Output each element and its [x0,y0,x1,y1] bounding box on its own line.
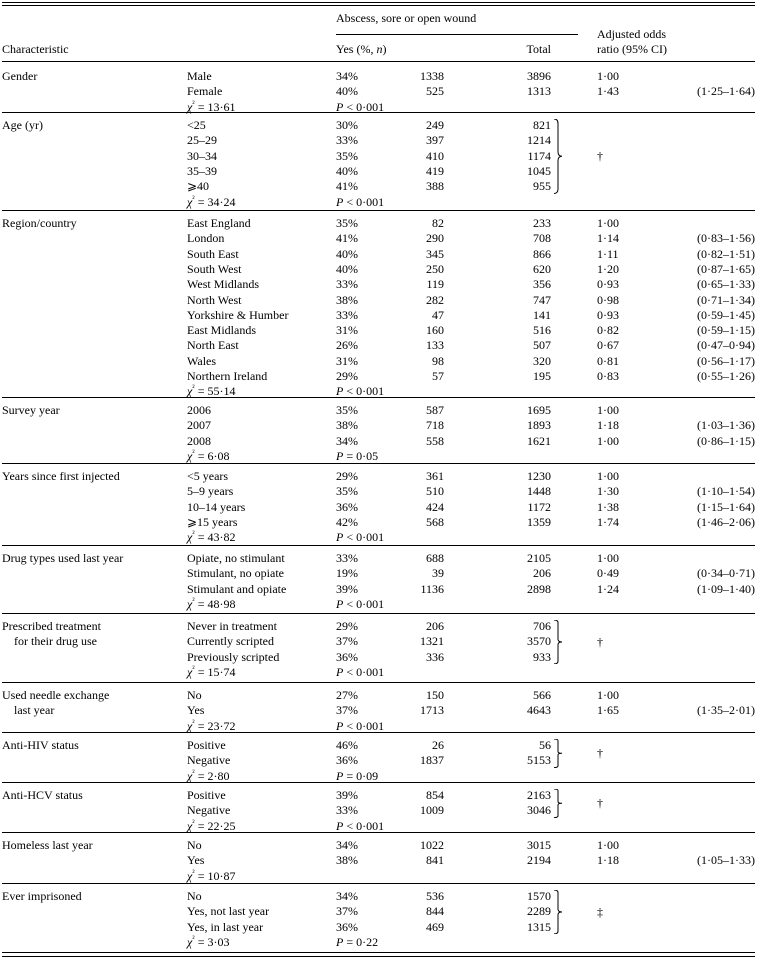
count-cell: 1338 [420,69,444,83]
percent-cell: 37% [336,634,358,649]
footnote-mark: † [597,746,603,761]
bottom-rule-inner [2,952,755,953]
ci-cell: (1·10–1·54) [697,484,755,499]
total-cell: 1570 [527,889,551,903]
group-brace [553,789,562,818]
ci-cell: (0·71–1·34) [697,292,755,307]
percent-cell: 29% [336,469,358,483]
characteristic-label: Ever imprisoned [2,889,82,903]
count-cell: 98 [432,353,444,368]
count-cell: 854 [426,788,444,802]
category-label: Yes [187,853,205,868]
total-cell: 3046 [527,803,551,818]
count-cell: 419 [426,163,444,178]
group-divider [2,613,755,614]
count-cell: 150 [426,688,444,702]
count-cell: 133 [426,338,444,353]
characteristic-label: Anti-HIV status [2,738,79,752]
category-label: Yorkshire & Humber [187,307,289,322]
total-cell: 56 [539,738,551,752]
category-label: West Midlands [187,277,260,292]
odds-ratio-cell: 1·00 [597,838,619,852]
count-cell: 1321 [420,634,444,649]
p-value: P = 0·09 [336,768,379,783]
odds-ratio-cell: 1·18 [597,853,619,868]
total-cell: 320 [533,353,551,368]
percent-cell: 19% [336,566,358,581]
count-cell: 568 [426,514,444,529]
total-cell: 3570 [527,634,551,649]
total-cell: 4643 [527,703,551,718]
category-label: <25 [187,118,206,132]
characteristic-label: Anti-HCV status [2,788,83,802]
odds-ratio-cell: 0·98 [597,292,619,307]
group-brace [553,890,562,934]
odds-ratio-cell: 0·93 [597,277,619,292]
count-cell: 844 [426,904,444,919]
odds-ratio-cell: 1·00 [597,216,619,230]
odds-ratio-cell: 1·00 [597,433,619,448]
ci-cell: (1·46–2·06) [697,514,755,529]
count-cell: 26 [432,738,444,752]
odds-ratio-cell: 0·93 [597,307,619,322]
characteristic-label: Homeless last year [2,838,93,852]
percent-cell: 31% [336,353,358,368]
count-cell: 1022 [420,838,444,852]
group-divider [2,463,755,464]
count-cell: 587 [426,403,444,417]
total-cell: 1359 [527,514,551,529]
characteristic-label: Years since first injected [2,469,120,483]
group-divider [2,210,755,211]
category-label: London [187,231,225,246]
category-label: Female [187,84,223,99]
percent-cell: 37% [336,904,358,919]
total-cell: 821 [533,118,551,132]
header-rule [2,61,755,62]
aor-header-line1: Adjusted odds [597,27,666,41]
percent-cell: 38% [336,418,358,433]
category-label: Northern Ireland [187,369,268,383]
chi-square-stat: $\chi^{^2} = 2\cdot 80$ [187,767,230,783]
odds-ratio-cell: 1·14 [597,231,619,246]
chi-square-stat: $\chi^{^2} = 10\cdot 87$ [187,867,236,883]
characteristic-label: for their drug use [14,634,97,649]
category-label: Positive [187,738,226,752]
category-label: 10–14 years [187,499,246,514]
total-cell: 1448 [527,484,551,499]
chi-square-stat: $\chi^{^2} = 15\cdot 74$ [187,663,236,679]
total-cell: 933 [533,649,551,664]
footnote-mark: ‡ [597,904,603,919]
count-cell: 361 [426,469,444,483]
odds-ratio-cell: 1·74 [597,514,619,529]
percent-cell: 40% [336,163,358,178]
group-divider [2,682,755,683]
percent-cell: 46% [336,738,358,752]
group-brace [553,620,562,664]
ci-cell: (1·15–1·64) [697,499,755,514]
ci-cell: (0·86–1·15) [697,433,755,448]
percent-cell: 34% [336,838,358,852]
footnote-mark: † [597,796,603,811]
count-cell: 282 [426,292,444,307]
chi-square-stat: $\chi^{^2} = 23\cdot 72$ [187,717,236,733]
count-cell: 688 [426,551,444,565]
count-cell: 345 [426,246,444,261]
p-value: P < 0·001 [336,664,385,679]
odds-ratio-cell: 1·20 [597,261,619,276]
characteristic-label: Gender [2,69,38,83]
percent-cell: 36% [336,919,358,934]
odds-ratio-cell: 1·18 [597,418,619,433]
group-divider [2,397,755,398]
category-label: <5 years [187,469,229,483]
category-label: Stimulant and opiate [187,581,287,596]
odds-ratio-cell: 0·82 [597,323,619,338]
category-label: Stimulant, no opiate [187,566,284,581]
total-cell: 747 [533,292,551,307]
odds-ratio-cell: 1·00 [597,551,619,565]
total-cell: 195 [533,369,551,383]
percent-cell: 29% [336,369,358,383]
chi-square-stat: $\chi^{^2} = 6\cdot 08$ [187,447,230,463]
chi-square-stat: $\chi^{^2} = 13\cdot 61$ [187,98,236,114]
category-label: 2008 [187,433,211,448]
count-cell: 525 [426,84,444,99]
group-brace [553,119,562,194]
category-label: No [187,889,202,903]
total-cell: 955 [533,179,551,194]
total-cell: 1621 [527,433,551,448]
odds-ratio-cell: 1·00 [597,469,619,483]
total-cell: 566 [533,688,551,702]
total-cell: 620 [533,261,551,276]
percent-cell: 42% [336,514,358,529]
percent-cell: 35% [336,403,358,417]
footnote-mark: † [597,634,603,649]
bottom-rule [2,956,755,957]
total-cell: 2194 [527,853,551,868]
category-label: Male [187,69,212,83]
percent-cell: 34% [336,69,358,83]
total-cell: 356 [533,277,551,292]
percent-cell: 35% [336,148,358,163]
odds-ratio-cell: 1·38 [597,499,619,514]
category-label: Yes [187,703,205,718]
ci-cell: (0·59–1·45) [697,307,755,322]
characteristic-label: Used needle exchange [2,688,110,702]
p-value: P < 0·001 [336,530,385,545]
count-cell: 336 [426,649,444,664]
odds-ratio-cell: 1·43 [597,84,619,99]
category-label: South East [187,246,239,261]
chi-square-stat: $\chi^{^2} = 48\cdot 98$ [187,595,236,611]
percent-cell: 38% [336,292,358,307]
chi-square-stat: $\chi^{^2} = 3\cdot 03$ [187,933,230,949]
p-value: P < 0·001 [336,596,385,611]
ci-cell: (1·09–1·40) [697,581,755,596]
percent-cell: 40% [336,261,358,276]
chi-square-stat: $\chi^{^2} = 43\cdot 82$ [187,529,236,545]
ci-cell: (0·56–1·17) [697,353,755,368]
category-label: 25–29 [187,133,217,148]
aor-header-line2: ratio (95% CI) [597,42,667,56]
ci-cell: (1·05–1·33) [697,853,755,868]
top-rule-inner [2,5,755,6]
count-cell: 82 [432,216,444,230]
category-label: ⩾15 years [187,514,238,529]
total-cell: 206 [533,566,551,581]
count-cell: 388 [426,179,444,194]
count-cell: 469 [426,919,444,934]
percent-cell: 33% [336,307,358,322]
count-cell: 1136 [420,581,444,596]
chi-square-stat: $\chi^{^2} = 34\cdot 24$ [187,193,236,209]
percent-cell: 40% [336,84,358,99]
percent-cell: 36% [336,649,358,664]
total-cell: 1045 [527,163,551,178]
p-value: P < 0·001 [336,194,385,209]
characteristic-label: last year [14,703,55,718]
category-label: 5–9 years [187,484,234,499]
count-cell: 39 [432,566,444,581]
count-cell: 841 [426,853,444,868]
count-cell: 1713 [420,703,444,718]
category-label: Negative [187,753,231,768]
total-cell: 1174 [527,148,551,163]
percent-cell: 34% [336,433,358,448]
total-cell: 5153 [527,753,551,768]
p-value: P < 0·001 [336,99,385,114]
percent-cell: 36% [336,753,358,768]
chi-square-stat: $\chi^{^2} = 55\cdot 14$ [187,383,236,399]
percent-cell: 27% [336,688,358,702]
footnote-mark: † [597,149,603,164]
percent-cell: 26% [336,338,358,353]
p-value: P = 0·22 [336,934,379,949]
count-cell: 397 [426,133,444,148]
category-label: East England [187,216,251,230]
total-cell: 516 [533,323,551,338]
p-value: P = 0·05 [336,448,379,463]
odds-ratio-cell: 1·65 [597,703,619,718]
p-value: P < 0·001 [336,718,385,733]
count-cell: 250 [426,261,444,276]
odds-ratio-cell: 1·24 [597,581,619,596]
total-cell: 2163 [527,788,551,802]
p-value: P < 0·001 [336,818,385,833]
total-cell: 866 [533,246,551,261]
total-cell: 2105 [527,551,551,565]
percent-cell: 36% [336,499,358,514]
ci-cell: (0·47–0·94) [697,338,755,353]
category-label: 2007 [187,418,211,433]
total-cell: 3015 [527,838,551,852]
group-divider [2,112,755,113]
group-divider [2,832,755,833]
count-cell: 47 [432,307,444,322]
characteristic-label: Survey year [2,403,60,417]
total-cell: 1313 [527,84,551,99]
percent-cell: 33% [336,803,358,818]
total-cell: 1172 [527,499,551,514]
total-cell: 2898 [527,581,551,596]
category-label: 35–39 [187,163,217,178]
percent-cell: 35% [336,484,358,499]
category-label: South West [187,261,242,276]
count-cell: 1837 [420,753,444,768]
percent-cell: 41% [336,231,358,246]
category-label: Currently scripted [187,634,274,649]
total-cell: 2289 [527,904,551,919]
percent-cell: 33% [336,551,358,565]
category-label: Yes, not last year [187,904,270,919]
odds-ratio-cell: 0·49 [597,566,619,581]
total-cell: 233 [533,216,551,230]
total-cell: 1214 [527,133,551,148]
group-header: Abscess, sore or open wound [336,11,477,25]
total-cell: 1230 [527,469,551,483]
ci-cell: (0·87–1·65) [697,261,755,276]
total-cell: 507 [533,338,551,353]
percent-cell: 41% [336,179,358,194]
count-cell: 424 [426,499,444,514]
percent-cell: 34% [336,889,358,903]
category-label: No [187,838,202,852]
category-label: 2006 [187,403,211,417]
ci-cell: (1·03–1·36) [697,418,755,433]
odds-ratio-cell: 0·83 [597,369,619,383]
characteristic-label: Drug types used last year [2,551,124,565]
characteristic-label: Age (yr) [2,118,43,132]
total-cell: 3896 [527,69,551,83]
total-cell: 1315 [527,919,551,934]
chi-square-stat: $\chi^{^2} = 22\cdot 25$ [187,817,236,833]
category-label: Wales [187,353,217,368]
percent-cell: 39% [336,788,358,802]
category-label: Opiate, no stimulant [187,551,285,565]
count-cell: 249 [426,118,444,132]
ci-cell: (0·59–1·15) [697,323,755,338]
characteristic-header: Characteristic [2,42,69,56]
category-label: North East [187,338,239,353]
count-cell: 160 [426,323,444,338]
characteristic-label: Prescribed treatment [2,619,101,633]
count-cell: 410 [426,148,444,163]
count-cell: 718 [426,418,444,433]
group-divider [2,782,755,783]
total-cell: 141 [533,307,551,322]
category-label: No [187,688,202,702]
count-cell: 536 [426,889,444,903]
group-underline [336,34,578,35]
ci-cell: (1·35–2·01) [697,703,755,718]
total-cell: 708 [533,231,551,246]
odds-ratio-cell: 0·81 [597,353,619,368]
category-label: Positive [187,788,226,802]
count-cell: 119 [426,277,444,292]
count-cell: 1009 [420,803,444,818]
group-divider [2,732,755,733]
total-cell: 1893 [527,418,551,433]
count-cell: 290 [426,231,444,246]
category-label: North West [187,292,242,307]
percent-cell: 29% [336,619,358,633]
ci-cell: (0·55–1·26) [697,369,755,383]
total-header: Total [526,42,551,56]
percent-cell: 40% [336,246,358,261]
count-cell: 558 [426,433,444,448]
percent-cell: 30% [336,118,358,132]
category-label: 30–34 [187,148,217,163]
total-cell: 706 [533,619,551,633]
ci-cell: (0·82–1·51) [697,246,755,261]
odds-ratio-cell: 1·00 [597,403,619,417]
category-label: East Midlands [187,323,256,338]
group-brace [553,739,562,768]
total-cell: 1695 [527,403,551,417]
odds-ratio-cell: 1·00 [597,688,619,702]
category-label: ⩾40 [187,179,210,194]
yes-header: Yes (%, n) [336,42,387,56]
percent-cell: 33% [336,133,358,148]
odds-ratio-cell: 0·67 [597,338,619,353]
category-label: Never in treatment [187,619,277,633]
count-cell: 510 [426,484,444,499]
ci-cell: (0·65–1·33) [697,277,755,292]
p-value: P < 0·001 [336,384,385,399]
percent-cell: 31% [336,323,358,338]
category-label: Yes, in last year [187,919,264,934]
ci-cell: (1·25–1·64) [697,84,755,99]
group-divider [2,545,755,546]
category-label: Previously scripted [187,649,280,664]
odds-ratio-cell: 1·11 [597,246,619,261]
ci-cell: (0·83–1·56) [697,231,755,246]
percent-cell: 35% [336,216,358,230]
odds-ratio-cell: 1·00 [597,69,619,83]
odds-ratio-cell: 1·30 [597,484,619,499]
percent-cell: 39% [336,581,358,596]
count-cell: 206 [426,619,444,633]
percent-cell: 33% [336,277,358,292]
top-rule [2,2,755,3]
characteristic-label: Region/country [2,216,77,230]
ci-cell: (0·34–0·71) [697,566,755,581]
category-label: Negative [187,803,231,818]
percent-cell: 37% [336,703,358,718]
percent-cell: 38% [336,853,358,868]
group-divider [2,883,755,884]
count-cell: 57 [432,369,444,383]
